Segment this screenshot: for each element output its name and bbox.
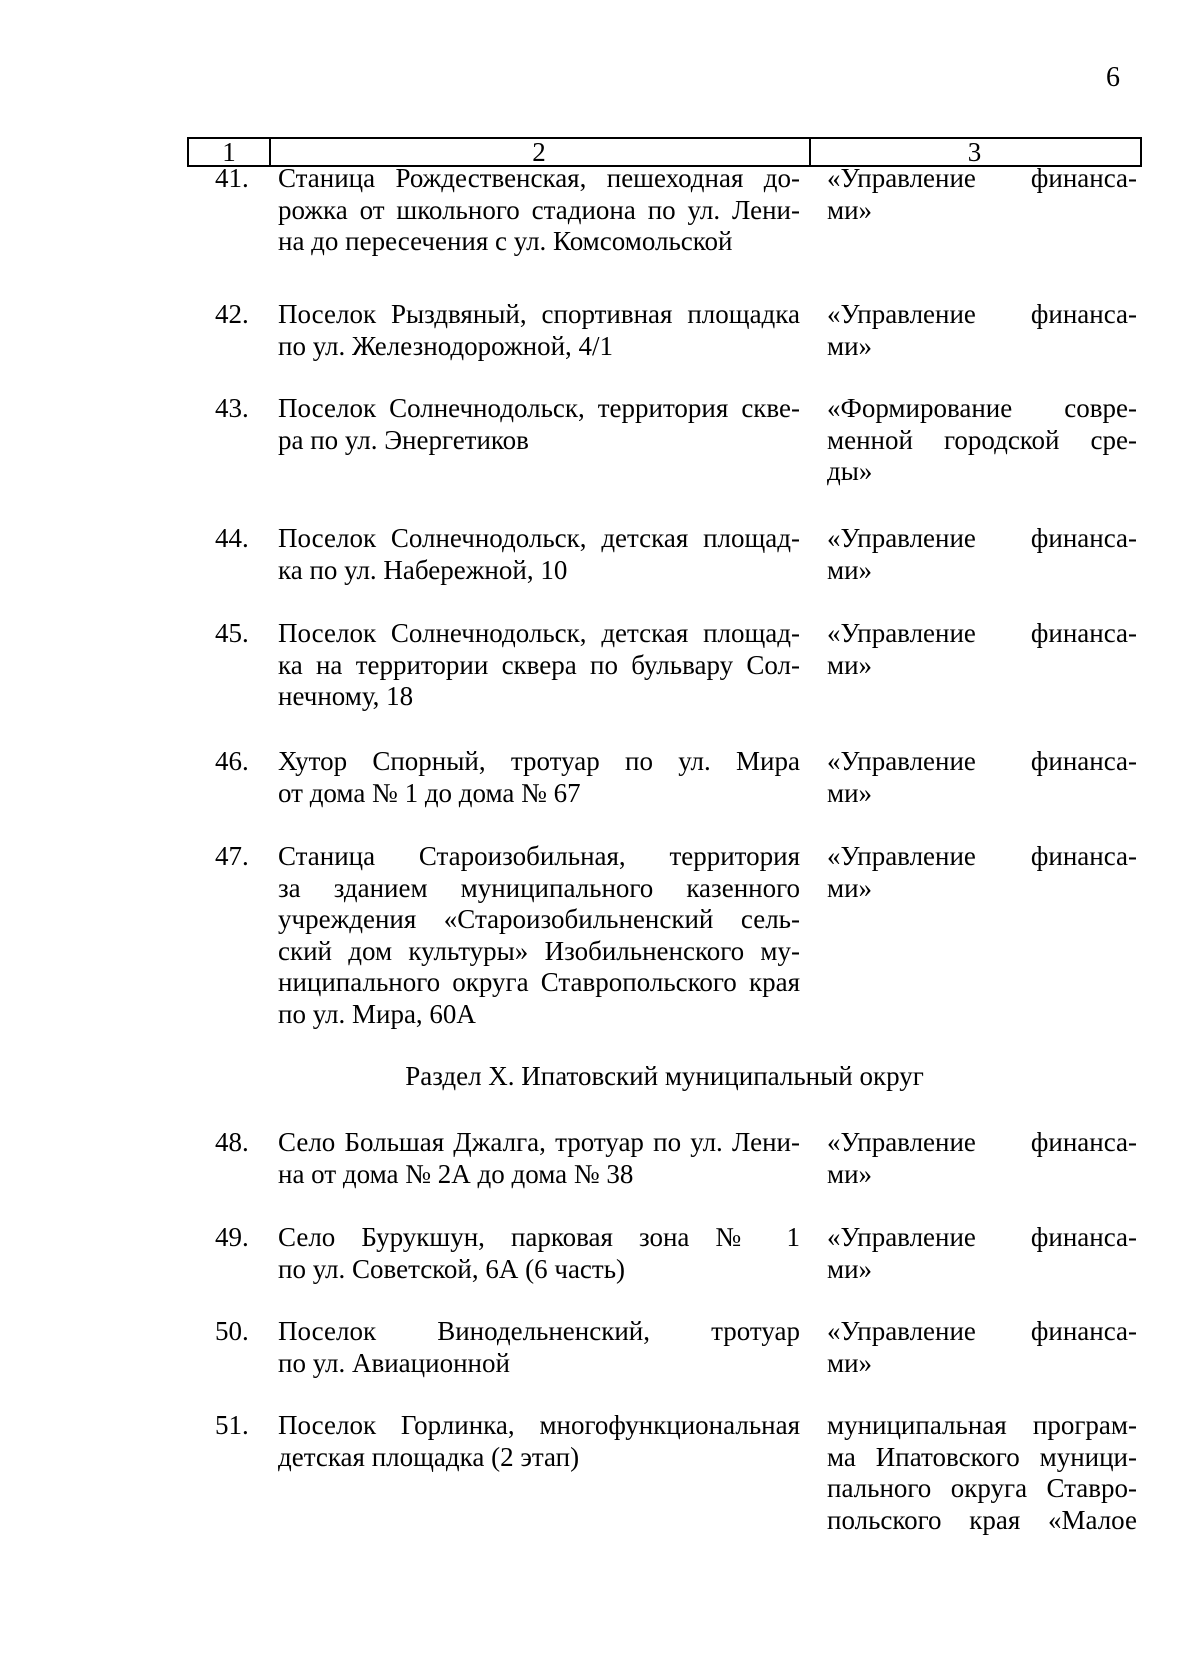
- desc-line: по ул. Советской, 6А (6 часть): [278, 1253, 626, 1284]
- row-description: [278, 1222, 800, 1285]
- row-description: [278, 1316, 800, 1379]
- desc-line: за зданием муниципального казенного: [278, 872, 800, 903]
- prog-line: ми»: [827, 1347, 873, 1378]
- header-col-1: 1: [189, 139, 271, 165]
- prog-line: пального округа Ставро-: [827, 1473, 1137, 1503]
- row-program: [827, 618, 1137, 681]
- desc-line: нечному, 18: [278, 681, 414, 711]
- desc-line: Станица Рождественская, пешеходная до-: [278, 163, 800, 193]
- row-program: [827, 1127, 1137, 1190]
- prog-line: ми»: [827, 554, 873, 585]
- row-program: [827, 393, 1137, 488]
- desc-line: Хутор Спорный, тротуар по ул. Мира: [278, 746, 800, 776]
- row-description: [278, 1410, 800, 1473]
- row-number: 45.: [215, 618, 249, 648]
- desc-line: от дома № 1 до дома № 67: [278, 777, 581, 808]
- prog-line: ми»: [827, 777, 873, 808]
- prog-line: «Формирование совре-: [827, 393, 1137, 423]
- desc-line: по ул. Авиационной: [278, 1347, 510, 1378]
- row-description: [278, 393, 800, 456]
- desc-line: на от дома № 2А до дома № 38: [278, 1158, 634, 1189]
- prog-line: муниципальная програм-: [827, 1410, 1137, 1440]
- prog-line: ми»: [827, 1253, 873, 1284]
- prog-line: ды»: [827, 456, 873, 486]
- prog-line: «Управление финанса-: [827, 746, 1137, 776]
- row-number: 48.: [215, 1127, 249, 1157]
- header-col-2: 2: [269, 139, 811, 165]
- prog-line: польского края «Малое: [827, 1504, 1137, 1535]
- desc-line: ский дом культуры» Изобильненского му-: [278, 935, 800, 966]
- page-number: 6: [1106, 62, 1120, 93]
- prog-line: ми»: [827, 649, 873, 680]
- prog-line: ми»: [827, 1158, 873, 1189]
- prog-line: «Управление финанса-: [827, 1127, 1137, 1157]
- row-program: [827, 1316, 1137, 1379]
- desc-line: Поселок Солнечнодольск, детская площад-: [278, 618, 800, 648]
- row-number: 50.: [215, 1316, 249, 1346]
- desc-line: Поселок Солнечнодольск, детская площад-: [278, 523, 800, 553]
- prog-line: «Управление финанса-: [827, 1222, 1137, 1252]
- desc-line: Поселок Солнечнодольск, территория скве-: [278, 393, 800, 423]
- desc-line: ка по ул. Набережной, 10: [278, 554, 568, 585]
- row-program: [827, 163, 1137, 226]
- row-program: [827, 299, 1137, 362]
- row-description: [278, 299, 800, 362]
- row-program: [827, 1410, 1137, 1536]
- prog-line: ма Ипатовского муници-: [827, 1441, 1137, 1472]
- row-description: [278, 841, 800, 1030]
- row-number: 47.: [215, 841, 249, 871]
- desc-line: ниципального округа Ставропольского края: [278, 967, 800, 997]
- prog-line: «Управление финанса-: [827, 523, 1137, 553]
- row-description: [278, 618, 800, 713]
- row-number: 43.: [215, 393, 249, 423]
- prog-line: ми»: [827, 872, 873, 903]
- prog-line: ми»: [827, 194, 873, 225]
- row-program: [827, 746, 1137, 809]
- prog-line: менной городской сре-: [827, 424, 1137, 455]
- row-program: [827, 1222, 1137, 1285]
- desc-line: Станица Староизобильная, территория: [278, 841, 800, 871]
- prog-line: «Управление финанса-: [827, 299, 1137, 329]
- section-title: Раздел X. Ипатовский муниципальный округ: [405, 1061, 924, 1091]
- prog-line: «Управление финанса-: [827, 841, 1137, 871]
- desc-line: рожка от школьного стадиона по ул. Лени-: [278, 194, 800, 225]
- row-description: [278, 523, 800, 586]
- row-number: 44.: [215, 523, 249, 553]
- prog-line: «Управление финанса-: [827, 618, 1137, 648]
- desc-line: по ул. Мира, 60А: [278, 998, 476, 1029]
- header-col-3: 3: [967, 137, 982, 167]
- row-number: 42.: [215, 299, 249, 329]
- desc-line: Поселок Рыздвяный, спортивная площадка: [278, 299, 800, 329]
- row-description: [278, 1127, 800, 1190]
- prog-line: «Управление финанса-: [827, 1316, 1137, 1346]
- desc-line: детская площадка (2 этап): [278, 1441, 580, 1472]
- prog-line: «Управление финанса-: [827, 163, 1137, 193]
- row-number: 41.: [215, 163, 249, 193]
- desc-line: ка на территории сквера по бульвару Сол-: [278, 649, 800, 680]
- desc-line: по ул. Железнодорожной, 4/1: [278, 330, 614, 361]
- desc-line: на до пересечения с ул. Комсомольской: [278, 226, 733, 256]
- prog-line: ми»: [827, 330, 873, 361]
- row-description: [278, 746, 800, 809]
- desc-line: учреждения «Староизобильненский сель-: [278, 904, 800, 934]
- desc-line: Поселок Винодельненский, тротуар: [278, 1316, 800, 1346]
- desc-line: Село Большая Джалга, тротуар по ул. Лени-: [278, 1127, 800, 1157]
- row-number: 51.: [215, 1410, 249, 1440]
- desc-line: ра по ул. Энергетиков: [278, 424, 529, 455]
- row-program: [827, 523, 1137, 586]
- row-number: 49.: [215, 1222, 249, 1252]
- desc-line: Село Бурукшун, парковая зона № 1: [278, 1222, 800, 1252]
- row-number: 46.: [215, 746, 249, 776]
- row-program: [827, 841, 1137, 904]
- row-description: [278, 163, 800, 258]
- desc-line: Поселок Горлинка, многофункциональная: [278, 1410, 800, 1440]
